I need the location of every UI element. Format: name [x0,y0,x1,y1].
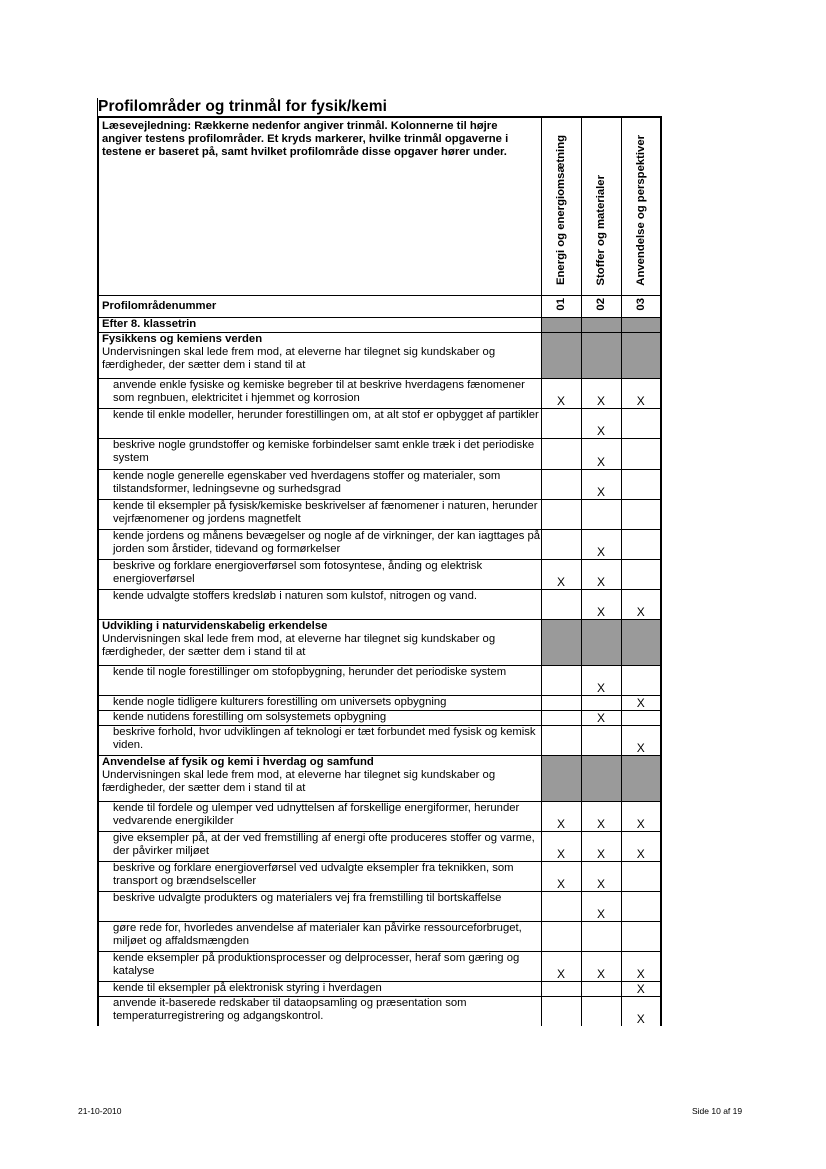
table-row [98,408,661,438]
mark-cell-03 [621,861,661,891]
column-header-label: Anvendelse og perspektiver [634,134,647,286]
grade-level: Efter 8. klassetrin [98,317,541,332]
mark-cell-03: X [621,801,661,831]
mark-cell-02: X [581,891,621,921]
profile-number-03 [621,295,661,317]
mark-cell-03: X [621,831,661,861]
table-row [98,981,661,996]
mark-cell-03 [621,499,661,529]
column-header-1 [541,117,581,295]
mark-cell-02 [581,695,621,710]
reading-guide: Læsevejledning: Rækkerne nedenfor angiver trinmål. Kolonnerne til højre angiver testens profilområder. Et kryds markerer, hvilke trinmål opgaverne i testene er baseret på, samt hvilket profilområde disse opgaver hører under. [98,117,541,295]
objective-text: kende eksempler på produktionsprocesser og delprocesser, heraf som gæring og katalyse [98,951,541,981]
profile-number-label: Profilområdenummer [98,295,541,317]
mark-cell-03 [621,408,661,438]
objective-text: beskrive udvalgte produkters og materialers vej fra fremstilling til bortskaffelse [98,891,541,921]
mark-cell-03: X [621,378,661,408]
mark-cell-01 [541,725,581,755]
profile-number-text: 01 [555,298,567,311]
objective-text: give eksempler på, at der ved fremstilling af energi ofte produceres stoffer og varme, der påvirker miljøet [98,831,541,861]
mark-cell-03: X [621,951,661,981]
mark-cell-01 [541,710,581,725]
section-heading [98,755,541,801]
section-intro: Undervisningen skal lede frem mod, at eleverne har tilegnet sig kundskaber og færdigheder, der sætter dem i stand til at [102,768,496,794]
page-title: Profilområder og trinmål for fysik/kemi [98,98,387,115]
mark-cell-03 [621,529,661,559]
mark-cell-03: X [621,996,661,1026]
mark-cell-02: X [581,831,621,861]
mark-cell-01: X [541,861,581,891]
objective-text: anvende it-baserede redskaber til dataopsamling og præsentation som temperaturregistrering og adgangskontrol. [98,996,541,1026]
objective-text: anvende enkle fysiske og kemiske begreber til at beskrive hverdagens fænomener som regnbuen, elektricitet i hjemmet og korrosion [98,378,541,408]
mark-cell-01 [541,408,581,438]
mark-cell-03: X [621,589,661,619]
table-row [98,996,661,1026]
mark-cell-01 [541,469,581,499]
objective-text: kende til enkle modeller, herunder forestillingen om, at alt stof er opbygget af partikler [98,408,541,438]
table-row [98,801,661,831]
mark-cell-02: X [581,665,621,695]
objective-text: beskrive forhold, hvor udviklingen af teknologi er tæt forbundet med fysisk og kemisk viden. [98,725,541,755]
section-intro: Undervisningen skal lede frem mod, at eleverne har tilegnet sig kundskaber og færdigheder, der sætter dem i stand til at [102,345,496,371]
column-header-2 [581,117,621,295]
section-intro: Undervisningen skal lede frem mod, at eleverne har tilegnet sig kundskaber og færdigheder, der sætter dem i stand til at [102,632,496,658]
footer-page-number: Side 10 af 19 [692,1106,743,1116]
mark-cell-01 [541,695,581,710]
mark-cell [541,332,581,378]
objective-text: kende jordens og månens bevægelser og nogle af de virkninger, der kan iagttages på jorden som årstider, tidevand og formørkelser [98,529,541,559]
table-row [98,921,661,951]
table-row [98,755,661,801]
objective-text: kende til nogle forestillinger om stofopbygning, herunder det periodiske system [98,665,541,695]
objective-text: gøre rede for, hvorledes anvendelse af materialer kan påvirke ressourceforbruget, miljøet og affaldsmængden [98,921,541,951]
table-row [98,665,661,695]
mark-cell-01: X [541,801,581,831]
mark-cell [621,332,661,378]
column-header-label: Energi og energiomsætning [555,135,567,286]
table-row [98,529,661,559]
mark-cell-01 [541,499,581,529]
mark-cell [621,755,661,801]
objective-text: kende til eksempler på elektronisk styring i hverdagen [98,981,541,996]
mark-cell [541,317,581,332]
section-title: Udvikling i naturvidenskabelig erkendelse [102,619,328,632]
mark-cell-02: X [581,529,621,559]
objective-text: beskrive og forklare energioverførsel ved udvalgte eksempler fra teknikken, som transport og brændselsceller [98,861,541,891]
table-row [98,589,661,619]
mark-cell-01: X [541,831,581,861]
mark-cell [541,755,581,801]
mark-cell-01 [541,921,581,951]
table-row [98,559,661,589]
table-row [98,861,661,891]
mark-cell-03: X [621,725,661,755]
profile-number-02 [581,295,621,317]
mark-cell-02: X [581,710,621,725]
table-row [98,891,661,921]
profile-number-01 [541,295,581,317]
mark-cell-02: X [581,469,621,499]
mark-cell-02: X [581,861,621,891]
objective-text: kende nogle tidligere kulturers forestilling om universets opbygning [98,695,541,710]
mark-cell-02 [581,981,621,996]
mark-cell-02: X [581,408,621,438]
mark-cell-02: X [581,951,621,981]
mark-cell [541,619,581,665]
mark-cell-02: X [581,589,621,619]
profile-number-text: 03 [634,298,647,311]
column-header-label: Stoffer og materialer [595,175,607,286]
mark-cell-01: X [541,378,581,408]
mark-cell-01: X [541,951,581,981]
mark-cell-02 [581,725,621,755]
table-row [98,951,661,981]
profile-table [97,116,662,1026]
mark-cell-02 [581,921,621,951]
table-row [98,438,661,469]
table-row [98,117,661,295]
mark-cell [621,317,661,332]
mark-cell-03 [621,710,661,725]
mark-cell-01 [541,996,581,1026]
objective-text: kende til fordele og ulemper ved udnyttelsen af forskellige energiformer, herunder vedvarende energikilder [98,801,541,831]
footer-date: 21-10-2010 [78,1106,122,1116]
mark-cell-03 [621,665,661,695]
table-row [98,695,661,710]
mark-cell-01 [541,981,581,996]
mark-cell-02: X [581,438,621,469]
table-row [98,317,661,332]
mark-cell-02 [581,499,621,529]
objective-text: kende udvalgte stoffers kredsløb i naturen som kulstof, nitrogen og vand. [98,589,541,619]
mark-cell [581,619,621,665]
mark-cell-03: X [621,981,661,996]
table-row [98,725,661,755]
mark-cell-03 [621,438,661,469]
section-title: Fysikkens og kemiens verden [102,332,263,345]
section-heading [98,619,541,665]
table-row [98,469,661,499]
mark-cell-03 [621,891,661,921]
table-row [98,619,661,665]
mark-cell-02 [581,996,621,1026]
column-header-3 [621,117,661,295]
mark-cell [621,619,661,665]
mark-cell-01 [541,665,581,695]
mark-cell-03 [621,921,661,951]
objective-text: beskrive nogle grundstoffer og kemiske forbindelser samt enkle træk i det periodiske system [98,438,541,469]
mark-cell-01: X [541,559,581,589]
table-row [98,295,661,317]
table-row [98,378,661,408]
objective-text: beskrive og forklare energioverførsel som fotosyntese, ånding og elektrisk energioverførsel [98,559,541,589]
mark-cell-03: X [621,695,661,710]
objective-text: kende nutidens forestilling om solsystemets opbygning [98,710,541,725]
section-heading [98,332,541,378]
mark-cell-03 [621,559,661,589]
mark-cell-02: X [581,378,621,408]
mark-cell-02: X [581,801,621,831]
mark-cell [581,317,621,332]
table-row [98,710,661,725]
mark-cell-02: X [581,559,621,589]
mark-cell-01 [541,438,581,469]
objective-text: kende nogle generelle egenskaber ved hverdagens stoffer og materialer, som tilstandsformer, ledningsevne og surhedsgrad [98,469,541,499]
mark-cell-01 [541,589,581,619]
mark-cell-01 [541,891,581,921]
mark-cell-03 [621,469,661,499]
section-title: Anvendelse af fysik og kemi i hverdag og samfund [102,755,374,768]
objective-text: kende til eksempler på fysisk/kemiske beskrivelser af fænomener i naturen, herunder vejrfænomener og jordens magnetfelt [98,499,541,529]
mark-cell [581,755,621,801]
mark-cell [581,332,621,378]
table-row [98,332,661,378]
table-row [98,831,661,861]
table-row [98,499,661,529]
profile-number-text: 02 [595,298,607,311]
mark-cell-01 [541,529,581,559]
